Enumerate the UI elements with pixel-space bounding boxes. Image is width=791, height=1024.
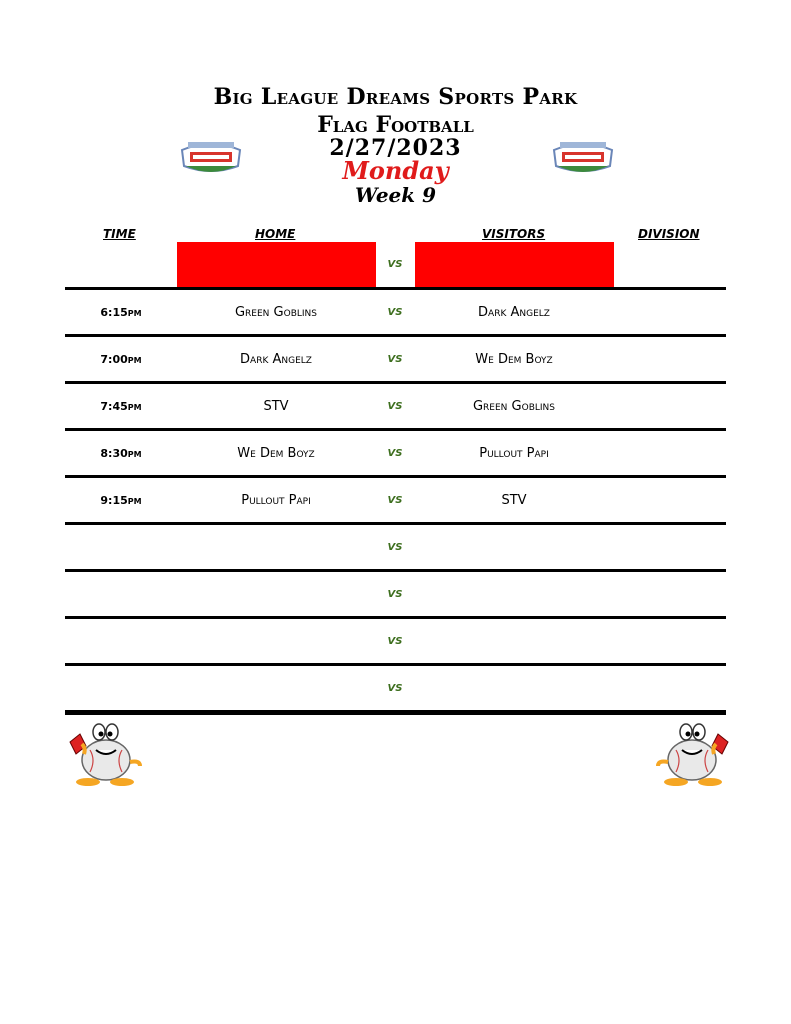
game-time: 7:00pm	[100, 353, 142, 366]
visitor-team	[415, 665, 613, 712]
home-team	[177, 524, 375, 571]
vs-label: VS	[387, 401, 403, 412]
home-team: Green Goblins	[234, 305, 317, 320]
big-league-dreams-logo-icon	[548, 136, 618, 178]
game-time: 8:30pm	[100, 447, 142, 460]
division-cell	[613, 289, 726, 336]
division-cell	[613, 524, 726, 571]
game-time	[65, 571, 177, 618]
column-header-home: HOME	[255, 227, 296, 241]
visitor-team	[415, 524, 613, 571]
game-time	[65, 665, 177, 712]
home-team	[177, 571, 375, 618]
vs-label: VS	[387, 636, 403, 647]
row-divider	[65, 287, 726, 290]
game-time: 7:45pm	[100, 400, 142, 413]
game-time	[65, 618, 177, 665]
row-divider	[65, 710, 726, 715]
vs-label: VS	[387, 495, 403, 506]
visitor-team: Pullout Papi	[479, 446, 549, 461]
division-cell	[613, 336, 726, 383]
table-row	[65, 430, 726, 477]
table-row	[65, 524, 726, 571]
game-time: 6:15pm	[100, 306, 142, 319]
visitor-team: Dark Angelz	[478, 305, 550, 320]
baseball-mascot-phone-icon	[652, 716, 732, 788]
sport-title: Flag Football	[317, 112, 474, 138]
vs-label: VS	[387, 354, 403, 365]
vs-label: VS	[387, 589, 403, 600]
venue-title: Big League Dreams Sports Park	[213, 84, 578, 110]
division-cell	[613, 383, 726, 430]
column-header-time: TIME	[103, 227, 136, 241]
visitor-team: We Dem Boyz	[475, 352, 553, 367]
table-row	[65, 336, 726, 383]
division-cell	[613, 430, 726, 477]
division-cell	[613, 477, 726, 524]
division-cell	[613, 618, 726, 665]
visitor-team: Green Goblins	[472, 399, 555, 414]
week-title: Week 9	[354, 183, 436, 207]
home-team: We Dem Boyz	[237, 446, 315, 461]
table-row	[65, 383, 726, 430]
table-row	[65, 618, 726, 665]
division-cell	[613, 665, 726, 712]
table-row	[65, 665, 726, 712]
home-team: STV	[263, 399, 289, 414]
table-row	[65, 477, 726, 524]
home-team: Dark Angelz	[240, 352, 312, 367]
home-team: Pullout Papi	[241, 493, 311, 508]
vs-label: VS	[387, 542, 403, 553]
visitor-team: STV	[501, 493, 527, 508]
home-team	[177, 618, 375, 665]
header-row	[65, 241, 726, 288]
table-row	[65, 289, 726, 336]
vs-label: VS	[387, 448, 403, 459]
vs-label: VS	[387, 259, 403, 270]
baseball-mascot-phone-icon	[66, 716, 146, 788]
weekday-title: Monday	[342, 156, 449, 185]
visitor-team	[415, 618, 613, 665]
game-time: 9:15pm	[100, 494, 142, 507]
column-header-division: DIVISION	[638, 227, 700, 241]
date-title: 2/27/2023	[329, 135, 462, 161]
game-time	[65, 524, 177, 571]
vs-label: VS	[387, 307, 403, 318]
big-league-dreams-logo-icon	[176, 136, 246, 178]
table-row	[65, 571, 726, 618]
vs-label: VS	[387, 683, 403, 694]
visitor-team	[415, 571, 613, 618]
column-header-visitors: VISITORS	[482, 227, 546, 241]
division-cell	[613, 571, 726, 618]
home-team	[177, 665, 375, 712]
